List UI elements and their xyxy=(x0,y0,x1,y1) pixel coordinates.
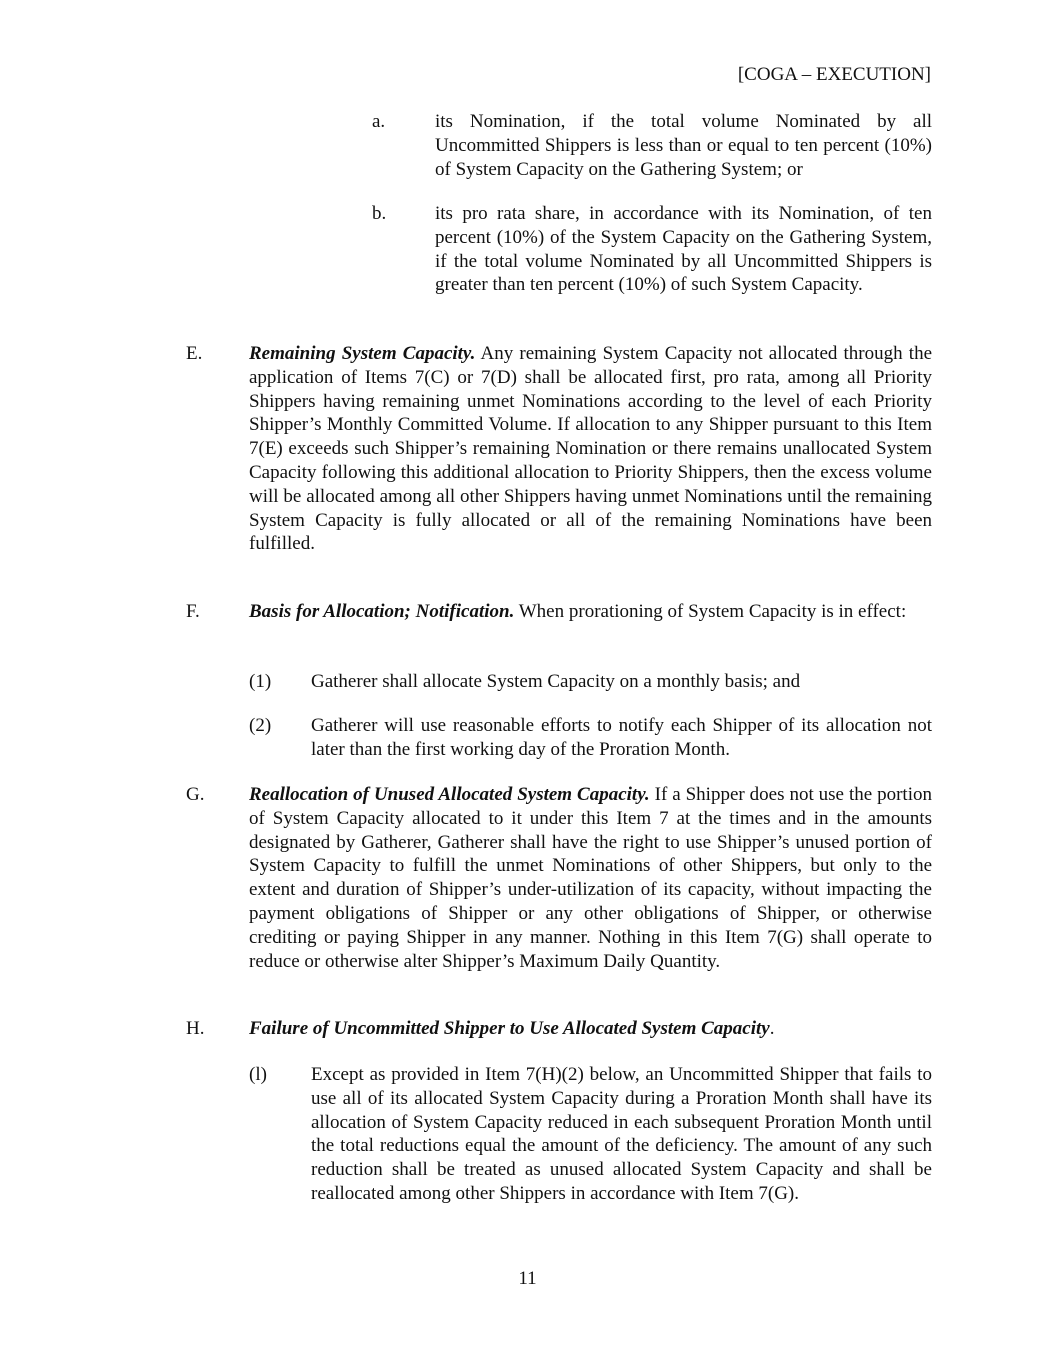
subitem-marker: b. xyxy=(372,203,387,224)
section-paragraph xyxy=(249,600,932,624)
page-number: 11 xyxy=(518,1268,537,1289)
subitem-text: its Nomination, if the total volume Nominated by all Uncommitted Shippers is less than or equal to ten percent (10%) of System Capacity on the Gathering System; or xyxy=(435,111,932,180)
item-marker: (1) xyxy=(249,671,272,692)
section-heading: Basis for Allocation; Notification. xyxy=(249,601,515,622)
section-heading-end: . xyxy=(769,1018,775,1039)
document-header: [COGA – EXECUTION] xyxy=(737,64,931,85)
section-heading: Failure of Uncommitted Shipper to Use Allocated System Capacity xyxy=(249,1018,770,1039)
section-body: Any remaining System Capacity not allocated through the application of Items 7(C) or 7(D) shall be allocated first, pro rata, among all Priority Shippers having remaining unmet Nominations according to the level of each Priority Shipper’s Monthly Committed Volume. If allocation to any Shipper pursuant to this Item 7(E) exceeds such Shipper’s remaining Nomination or there remains unallocated System Capacity following this additional allocation to Priority Shippers, then the excess volume will be allocated among all other Shippers having unmet Nominations until the remaining System Capacity is fully allocated or all of the remaining Nominations have been fulfilled. xyxy=(249,343,933,555)
section-paragraph xyxy=(249,783,932,973)
section-body: If a Shipper does not use the portion of System Capacity allocated to it under this Item 7 at the times and in the amounts designated by Gatherer, Gatherer shall have the right to use Shipper’s unused portion of System Capacity to fulfill the unmet Nominations of other Shippers, but only to the extent and duration of Shipper’s under-utilization of its capacity, without impacting the payment obligations of Shipper or any other obligations of Shipper, or otherwise crediting or paying Shipper in any manner. Nothing in this Item 7(G) shall operate to reduce or otherwise alter Shipper’s Maximum Daily Quantity. xyxy=(249,784,932,972)
section-marker: G. xyxy=(186,784,205,805)
subitem-marker: a. xyxy=(372,111,386,132)
item-text: Gatherer will use reasonable efforts to notify each Shipper of its allocation not later than the first working day of the Proration Month. xyxy=(311,715,932,760)
section-heading: Remaining System Capacity. xyxy=(249,343,476,364)
section-body: When prorationing of System Capacity is in effect: xyxy=(518,601,907,622)
section-marker: F. xyxy=(186,601,200,622)
item-marker: (l) xyxy=(249,1064,267,1085)
item-marker: (2) xyxy=(249,715,272,736)
section-marker: H. xyxy=(186,1018,205,1039)
section-heading: Reallocation of Unused Allocated System Capacity. xyxy=(249,784,650,805)
section-paragraph xyxy=(249,342,932,556)
section-marker: E. xyxy=(186,343,203,364)
section-paragraph xyxy=(249,1017,932,1041)
subitem-text: its pro rata share, in accordance with its Nomination, of ten percent (10%) of the System Capacity on the Gathering System, if the total volume Nominated by all Uncommitted Shippers is greater than ten percent (10%) of such System Capacity. xyxy=(435,203,932,296)
item-text: Except as provided in Item 7(H)(2) below, an Uncommitted Shipper that fails to use all of its allocated System Capacity during a Proration Month shall have its allocation of System Capacity reduced in each subsequent Proration Month until the total reductions equal the amount of the deficiency. The amount of any such reduction shall be treated as unused allocated System Capacity and shall be reallocated among other Shippers in accordance with Item 7(G). xyxy=(311,1064,932,1204)
item-text: Gatherer shall allocate System Capacity on a monthly basis; and xyxy=(311,671,801,692)
